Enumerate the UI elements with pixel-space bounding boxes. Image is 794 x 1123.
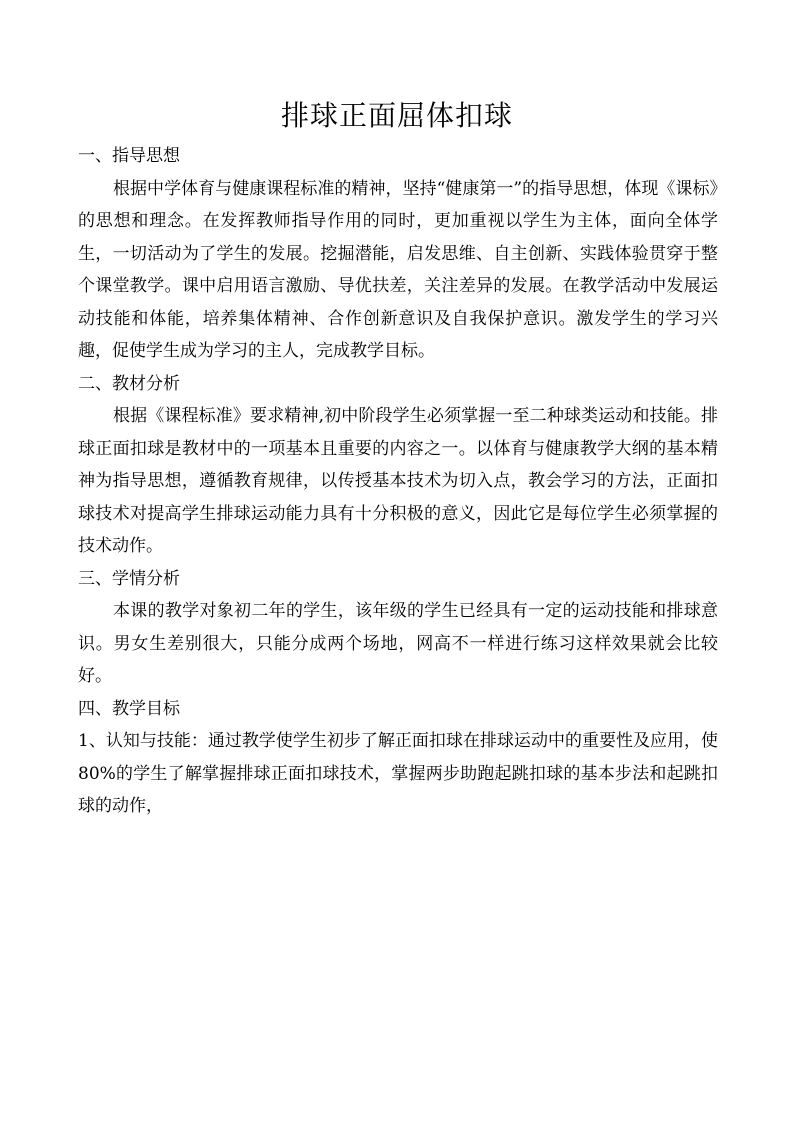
document-body <box>78 140 718 823</box>
section-heading-teaching-objectives: 四、教学目标 <box>78 698 180 719</box>
section-body-guiding-ideology: 根据中学体育与健康课程标准的精神，坚持“健康第一”的指导思想，体现《课标》的思想和理念。在发挥教师指导作用的同时，更加重视以学生为主体，面向全体学生，一切活动为了学生的发展。挖掘潜能，启发思维、自主创新、实践体验贯穿于整个课堂教学。课中启用语言激励、导优扶差，关注差异的发展。在教学活动中发展运动技能和体能，培养集体精神、合作创新意识及自我保护意识。激发学生的学习兴趣，促使学生成为学习的主人，完成教学目标。 <box>78 178 718 361</box>
section-body-teaching-objectives: 1、认知与技能：通过教学使学生初步了解正面扣球在排球运动中的重要性及应用，使80%的学生了解掌握排球正面扣球技术，掌握两步助跑起跳扣球的基本步法和起跳扣球的动作， <box>78 731 718 816</box>
section-heading-material-analysis: 二、教材分析 <box>78 373 180 394</box>
section-body-student-analysis: 本课的教学对象初二年的学生，该年级的学生已经具有一定的运动技能和排球意识。男女生差别很大，只能分成两个场地，网高不一样进行练习这样效果就会比较好。 <box>78 601 718 686</box>
page-title: 排球正面屈体扣球 <box>280 99 513 132</box>
section-heading-student-analysis: 三、学情分析 <box>78 568 180 589</box>
section-body-material-analysis: 根据《课程标准》要求精神,初中阶段学生必须掌握一至二种球类运动和技能。排球正面扣球是教材中的一项基本且重要的内容之一。以体育与健康教学大纲的基本精神为指导思想，遵循教育规律，以传授基本技术为切入点，教会学习的方法，正面扣球技术对提高学生排球运动能力具有十分积极的意义，因此它是每位学生必须掌握的技术动作。 <box>78 406 718 556</box>
section-heading-guiding-ideology: 一、指导思想 <box>78 146 180 166</box>
